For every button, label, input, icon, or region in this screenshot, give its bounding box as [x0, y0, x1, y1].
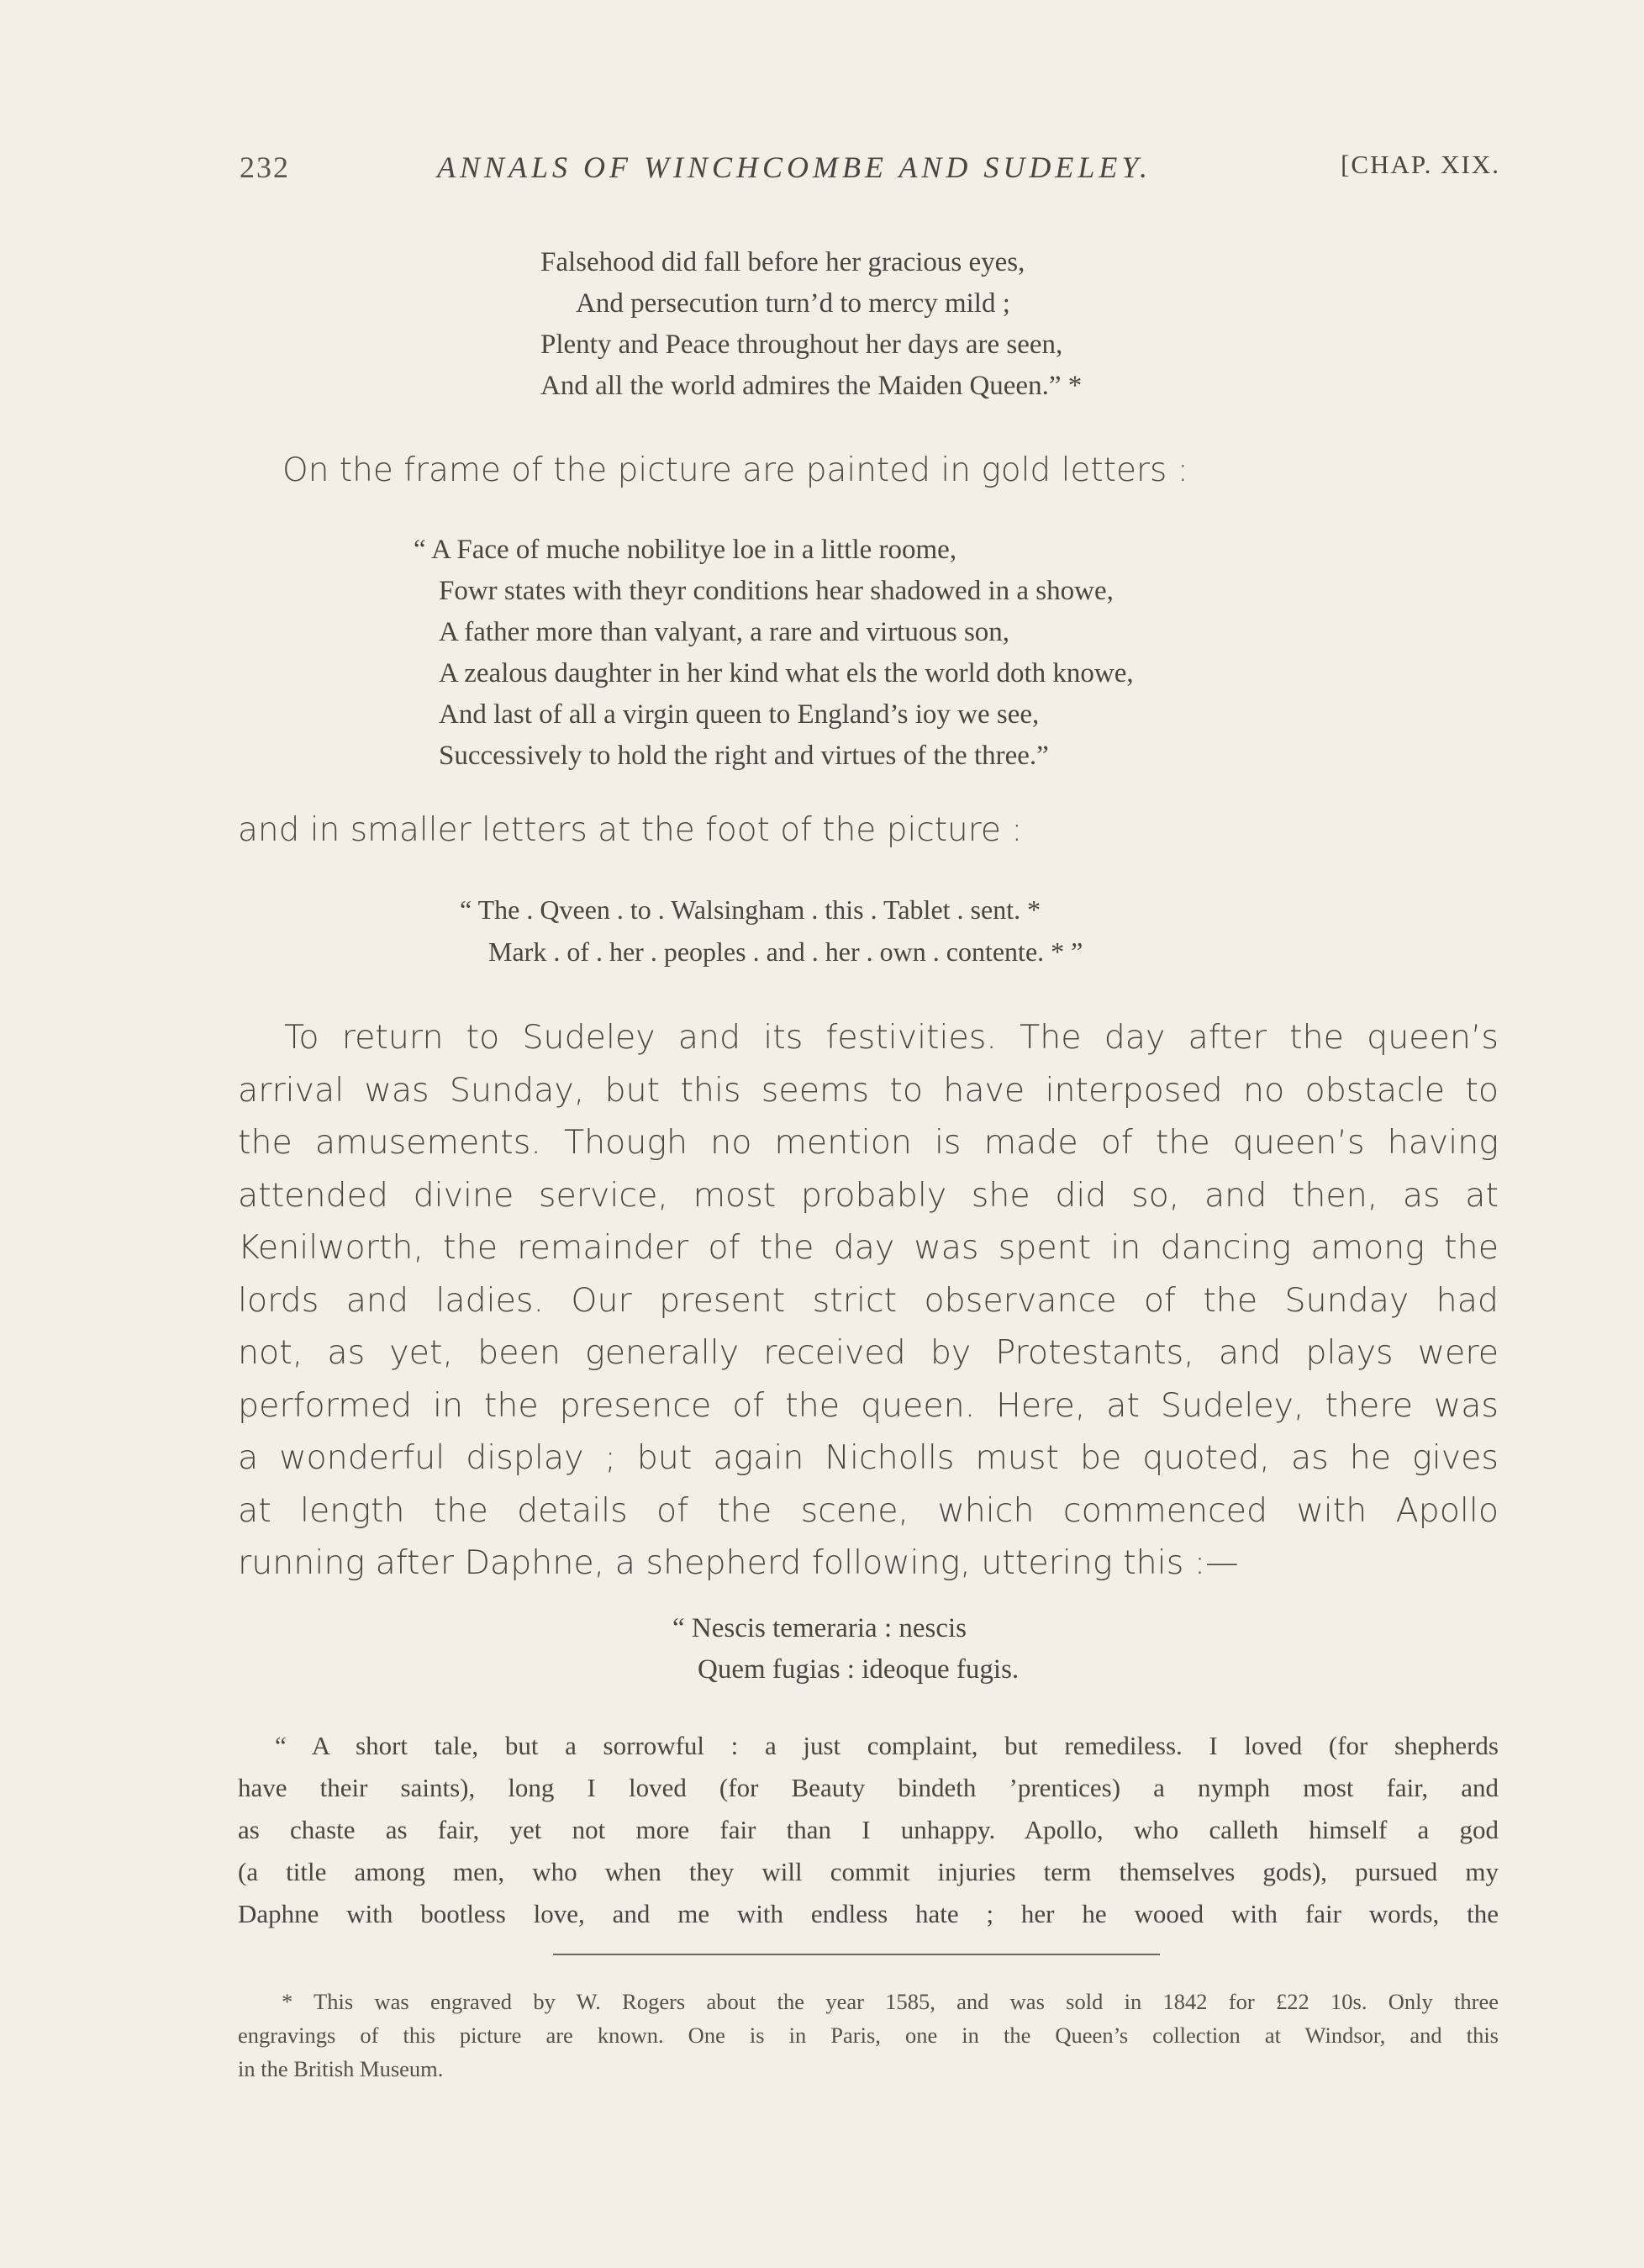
verse-line: “ The . Qveen . to . Walsingham . this . Tablet . sent. * — [460, 894, 1041, 925]
prose-line: as chaste as fair, yet not more fair than I unhappy. Apollo, who calleth himself a god — [238, 1815, 1499, 1844]
paragraph-line: not, as yet, been generally received by Protestants, and plays were — [238, 1333, 1499, 1372]
footnote-line: in the British Museum. — [238, 2056, 444, 2081]
verse-line: A father more than valyant, a rare and virtuous son, — [439, 617, 1010, 647]
verse-line: “ A Face of muche nobilitye loe in a little roome, — [414, 535, 957, 565]
footnote-rule — [553, 1954, 1160, 1955]
paragraph-line: Kenilworth, the remainder of the day was spent in dancing among the — [238, 1228, 1499, 1267]
verse-line: Plenty and Peace throughout her days are seen, — [540, 330, 1063, 360]
paragraph-line: arrival was Sunday, but this seems to have interposed no obstacle to — [238, 1070, 1499, 1110]
prose-line: Daphne with bootless love, and me with endless hate ; her he wooed with fair words, the — [238, 1899, 1499, 1928]
verse-line: And last of all a virgin queen to England’s ioy we see, — [439, 699, 1040, 730]
paragraph-line: To return to Sudeley and its festivities. The day after the queen’s — [284, 1018, 1499, 1057]
prose-line: “ A short tale, but a sorrowful : a just complaint, but remediless. I loved (for shepherds — [275, 1731, 1499, 1760]
running-header — [240, 150, 1500, 192]
verse-line: Successively to hold the right and virtues of the three.” — [439, 741, 1049, 771]
prose-line: (a title among men, who when they will commit injuries term themselves gods), pursued my — [238, 1857, 1499, 1886]
verse-stanza-1 — [540, 242, 1082, 407]
verse-line: “ Nescis temeraria : nescis — [672, 1613, 967, 1643]
main-paragraph — [238, 1011, 1499, 1590]
verse-line: Quem fugias : ideoque fugis. — [698, 1654, 1020, 1685]
frame-intro: On the frame of the picture are painted in gold letters : — [282, 451, 1188, 489]
frame-verse — [414, 530, 1134, 777]
verse-line: Falsehood did fall before her gracious eyes, — [540, 247, 1025, 277]
latin-verse — [672, 1608, 1019, 1690]
verse-line: A zealous daughter in her kind what els the world doth knowe, — [439, 658, 1134, 688]
tablet-inscription — [460, 889, 1083, 973]
paragraph-line: lords and ladies. Our present strict observance of the Sunday had — [238, 1280, 1499, 1320]
paragraph-line: performed in the presence of the queen. Here, at Sudeley, there was — [238, 1385, 1499, 1425]
smaller-letters-intro: and in smaller letters at the foot of the picture : — [238, 811, 1023, 849]
page-number: 232 — [240, 150, 290, 184]
footnote-line: engravings of this picture are known. One is in Paris, one in the Queen’s collection at Windsor, and this — [238, 2023, 1499, 2048]
verse-line: Mark . of . her . peoples . and . her . own . contente. * ” — [488, 936, 1083, 967]
verse-line: And all the world admires the Maiden Queen.” * — [540, 371, 1083, 401]
footnote-line: * This was engraved by W. Rogers about the year 1585, and was sold in 1842 for £22 10s. Only three — [282, 1989, 1499, 2014]
verse-line: And persecution turn’d to mercy mild ; — [576, 288, 1010, 319]
paragraph-line: running after Daphne, a shepherd following, uttering this :— — [238, 1543, 1239, 1582]
quoted-prose — [238, 1725, 1499, 1935]
verse-line: Fowr states with theyr conditions hear shadowed in a showe, — [439, 576, 1114, 606]
footnote — [238, 1985, 1499, 2086]
prose-line: have their saints), long I loved (for Beauty bindeth ’prentices) a nymph most fair, and — [238, 1773, 1499, 1802]
chapter-label: [CHAP. XIX. — [1341, 150, 1500, 179]
paragraph-line: the amusements. Though no mention is made of the queen’s having — [238, 1123, 1499, 1162]
running-title: ANNALS OF WINCHCOMBE AND SUDELEY. — [437, 150, 1152, 184]
paragraph-line: at length the details of the scene, which commenced with Apollo — [238, 1490, 1499, 1530]
paragraph-line: a wonderful display ; but again Nicholls must be quoted, as he gives — [238, 1438, 1499, 1477]
paragraph-line: attended divine service, most probably she did so, and then, as at — [238, 1175, 1499, 1215]
